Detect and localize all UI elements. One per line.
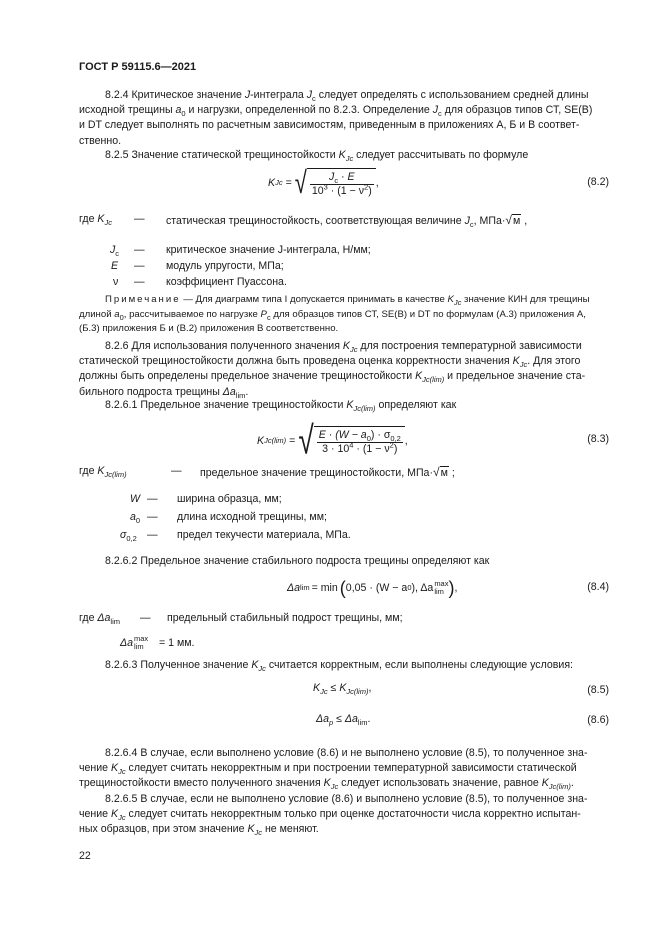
note-block: Примечание — Для диаграмм типа I допускается принимать в качестве $K_{Jc}$ значение КИН для трещины длиной $a_0$, рассчитываемое по нагрузке $P_c$ для образцов типов СТ, SE(B) и DT по формулам (А.3) приложения А, (Б.3) приложения Б и (В.2) приложения В соответственно. (79, 294, 590, 334)
equation-8-3: K Jc(lim) = √ $\frac{E \cdot (W - a_0) \cdot \sigma_{0,2}}{3 \cdot 10^4 \cdot (1 - \nu^2)}$ , (257, 418, 408, 462)
paragraph-8-2-6-4: 8.2.6.4 В случае, если выполнено условие (8.6) и не выполнено условие (8.5), то полученное зна- чение $K_{Jc}$ следует считать некорректным и при построении температурной зависимости статической трещиностойкости вместо полученного значения $K_{Jc}$ следует использовать значение, равное $K_{Jc(lim)}$. (79, 747, 588, 792)
equation-number-8-4: (8.4) (587, 581, 609, 593)
symbol-list-8-2: где $K_{Jc}$ — статическая трещиностойкость, соответствующая величине $J_c$, МПа·√м , $J_c$ — критическое значение J-интеграла, Н/мм; E — модуль упругости, МПа; ν — коэффициент Пуассона. (79, 213, 528, 288)
paragraph-8-2-5: 8.2.5 Значение статической трещиностойкости $K_{Jc}$ следует рассчитывать по формуле (105, 149, 529, 164)
equation-number-8-2: (8.2) (587, 176, 609, 188)
paragraph-8-2-6: 8.2.6 Для использования полученного значения $K_{Jc}$ для построения температурной зависимости статической трещиностойкости должна быть проведена оценка корректности значения $K_{Jc}$. Для этого должны быть определены предельное значение трещиностойкости $K_{Jc(lim)}$ и предельное значение ста- бильного подроста трещины $\Delta a_{lim}$. (79, 340, 586, 400)
symbol-list-8-3: где $K_{Jc(lim)}$ — предельное значение трещиностойкости, МПа·√м ; W — ширина образца, мм; $a_0$ — длина исходной трещины, мм; $\sigma_{0,2}$ — предел текучести материала, МПа. (79, 465, 455, 544)
equation-8-2: K Jc = √ $\frac{J_c \cdot E}{10^3 \cdot (1 - \nu^2)}$ , (268, 164, 379, 200)
paragraph-8-2-6-5: 8.2.6.5 В случае, если не выполнено условие (8.6) и выполнено условие (8.5), то полученное зна- чение $K_{Jc}$ следует считать некорректным только при оценке достаточности числа корректно испытан- ных образцов, при этом значение $K_{Jc}$ не меняют. (79, 793, 588, 838)
equation-number-8-5: (8.5) (587, 684, 609, 696)
equation-8-4: Δa lim = min ( 0,05 · (W − a 0 ), Δa max lim ) , (287, 577, 458, 598)
equation-8-5: $K_{Jc} \le K_{Jc(lim)}$, (313, 682, 372, 697)
paragraph-8-2-6-3: 8.2.6.3 Полученное значение $K_{Jc}$ считается корректным, если выполнены следующие условия: (105, 659, 574, 674)
paragraph-8-2-6-1: 8.2.6.1 Предельное значение трещиностойкости $K_{Jc(lim)}$ определяют как (105, 399, 457, 414)
document-header: ГОСТ Р 59115.6—2021 (79, 61, 197, 73)
paragraph-8-2-4: 8.2.4 Критическое значение J-интеграла $J_c$ следует определять с использованием средней длины исходной трещины $a_0$ и нагрузки, определенной по 8.2.3. Определение $J_c$ для образцов типов СТ, SE(B) и DT следует выполнять по расчетным зависимостям, приведенным в приложениях А, Б и В соответ- ственно. (79, 89, 593, 147)
symbol-list-8-4: где $\Delta a_{lim}$ — предельный стабильный подрост трещины, мм; Δa max lim = 1 мм. (79, 612, 403, 651)
page-number: 22 (79, 850, 91, 862)
equation-number-8-3: (8.3) (587, 433, 609, 445)
equation-number-8-6: (8.6) (587, 714, 609, 726)
equation-8-6: $\Delta a_p \le \Delta a_{lim}$. (316, 713, 371, 728)
paragraph-8-2-6-2: 8.2.6.2 Предельное значение стабильного подроста трещины определяют как (105, 555, 490, 567)
